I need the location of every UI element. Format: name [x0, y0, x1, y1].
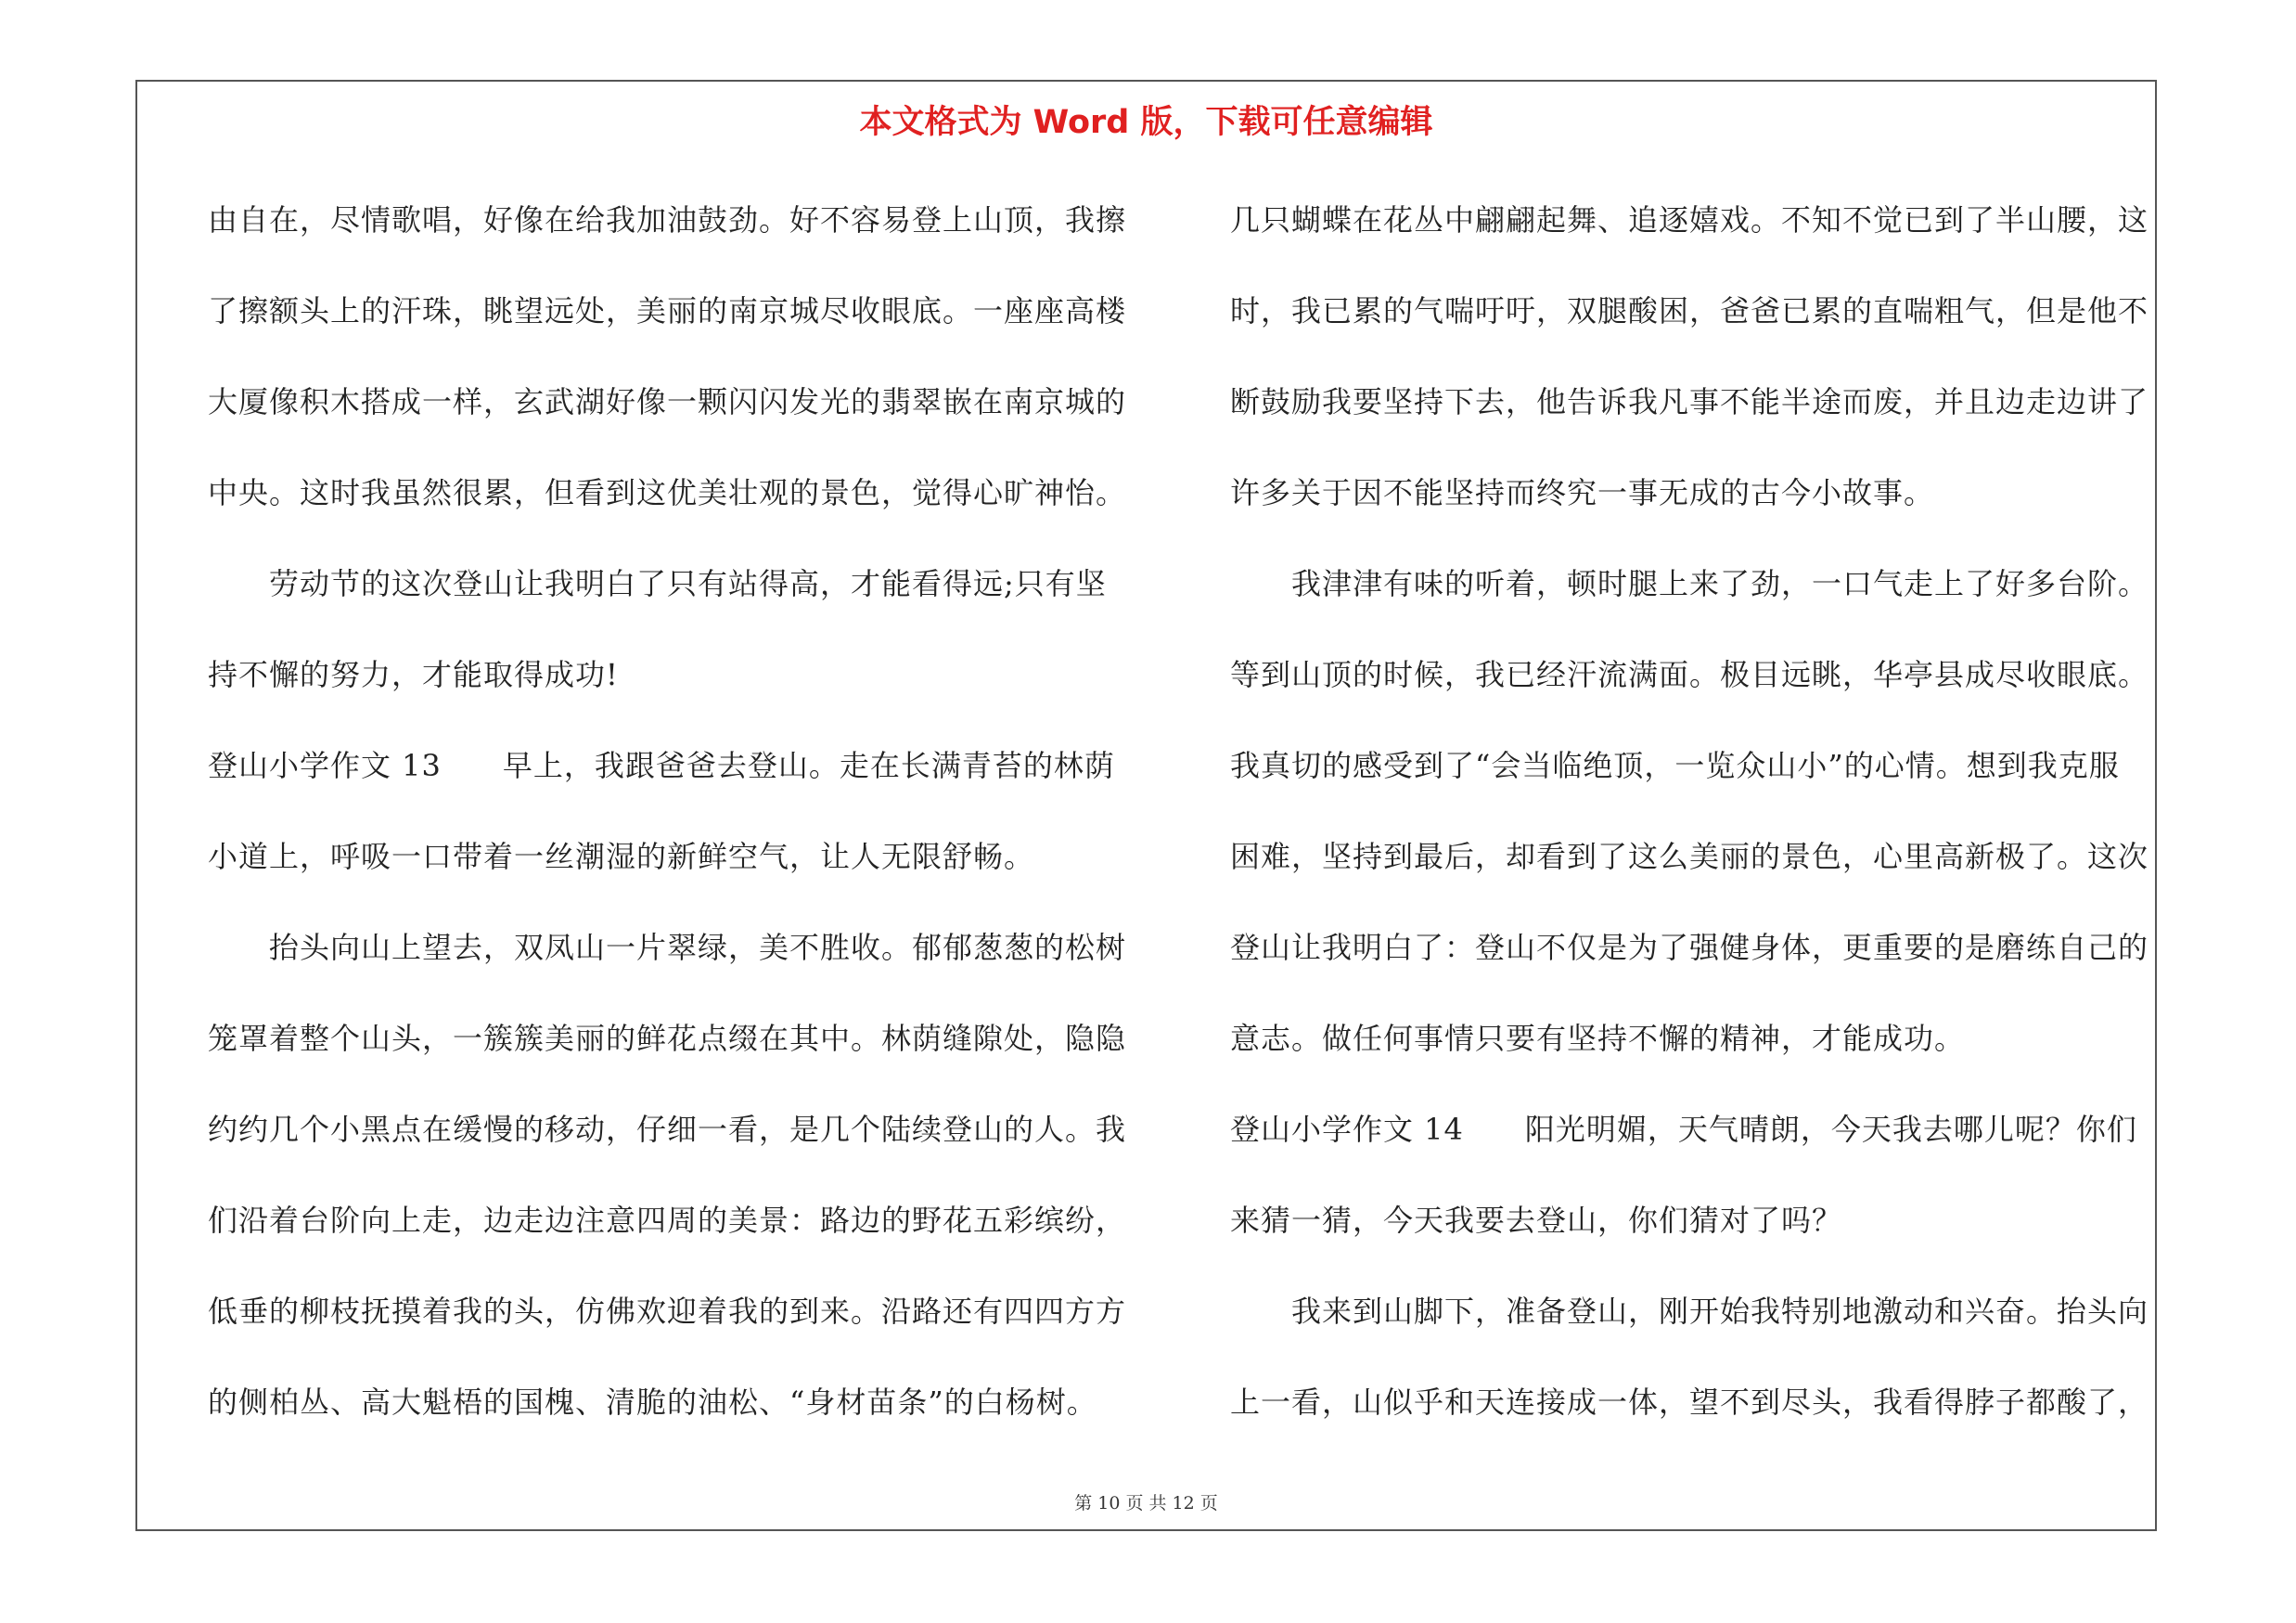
text-line: 几只蝴蝶在花丛中翩翩起舞、追逐嬉戏。不知不觉已到了半山腰，这	[1230, 202, 2149, 238]
left-column	[208, 174, 1135, 1448]
text-line: 持不懈的努力，才能取得成功!	[208, 657, 619, 692]
text-line: 大厦像积木搭成一样，玄武湖好像一颗闪闪发光的翡翠嵌在南京城的	[208, 384, 1127, 419]
text-line: 的侧柏丛、高大魁梧的国槐、清脆的油松、“身材苗条”的白杨树。	[208, 1385, 1097, 1420]
text-line: 小道上，呼吸一口带着一丝潮湿的新鲜空气，让人无限舒畅。	[208, 839, 1035, 874]
text-line: 我真切的感受到了“会当临绝顶，一览众山小”的心情。想到我克服	[1230, 748, 2120, 783]
document-header-title: 本文格式为 Word 版，下载可任意编辑	[859, 104, 1433, 141]
text-line: 抬头向山上望去，双凤山一片翠绿，美不胜收。郁郁葱葱的松树	[208, 930, 1127, 965]
right-column	[1230, 174, 2167, 1448]
text-line: 了擦额头上的汗珠，眺望远处，美丽的南京城尽收眼底。一座座高楼	[208, 293, 1127, 328]
text-line: 约约几个小黑点在缓慢的移动，仔细一看，是几个陆续登山的人。我	[208, 1112, 1127, 1147]
text-line: 来猜一猜，今天我要去登山，你们猜对了吗？	[1230, 1203, 1843, 1238]
document-page	[135, 80, 2157, 1531]
text-line: 断鼓励我要坚持下去，他告诉我凡事不能半途而废，并且边走边讲了	[1230, 384, 2149, 419]
text-line: 由自在，尽情歌唱，好像在给我加油鼓劲。好不容易登上山顶，我擦	[208, 202, 1127, 238]
text-line: 许多关于因不能坚持而终究一事无成的古今小故事。	[1230, 475, 1935, 510]
section-heading-line: 登山小学作文 14 阳光明媚，天气晴朗，今天我去哪儿呢？你们	[1230, 1112, 2137, 1147]
text-line: 笼罩着整个山头，一簇簇美丽的鲜花点缀在其中。林荫缝隙处，隐隐	[208, 1021, 1127, 1056]
text-line: 我津津有味的听着，顿时腿上来了劲，一口气走上了好多台阶。	[1230, 566, 2149, 601]
text-line: 低垂的柳枝抚摸着我的头，仿佛欢迎着我的到来。沿路还有四四方方	[208, 1294, 1127, 1329]
text-line: 意志。做任何事情只要有坚持不懈的精神，才能成功。	[1230, 1021, 1966, 1056]
text-line: 登山让我明白了：登山不仅是为了强健身体，更重要的是磨练自己的	[1230, 930, 2149, 965]
page-number-footer: 第 10 页 共 12 页	[1074, 1493, 1218, 1514]
text-line: 时，我已累的气喘吁吁，双腿酸困，爸爸已累的直喘粗气，但是他不	[1230, 293, 2149, 328]
text-line: 们沿着台阶向上走，边走边注意四周的美景：路边的野花五彩缤纷，	[208, 1203, 1127, 1238]
text-line: 劳动节的这次登山让我明白了只有站得高，才能看得远;只有坚	[208, 566, 1107, 601]
section-heading-line: 登山小学作文 13 早上，我跟爸爸去登山。走在长满青苔的林荫	[208, 748, 1115, 783]
text-line: 上一看，山似乎和天连接成一体，望不到尽头，我看得脖子都酸了，	[1230, 1385, 2149, 1420]
text-line: 困难，坚持到最后，却看到了这么美丽的景色，心里高新极了。这次	[1230, 839, 2149, 874]
text-line: 等到山顶的时候，我已经汗流满面。极目远眺，华亭县成尽收眼底。	[1230, 657, 2149, 692]
text-line: 中央。这时我虽然很累，但看到这优美壮观的景色，觉得心旷神怡。	[208, 475, 1127, 510]
text-line: 我来到山脚下，准备登山，刚开始我特别地激动和兴奋。抬头向	[1230, 1294, 2149, 1329]
